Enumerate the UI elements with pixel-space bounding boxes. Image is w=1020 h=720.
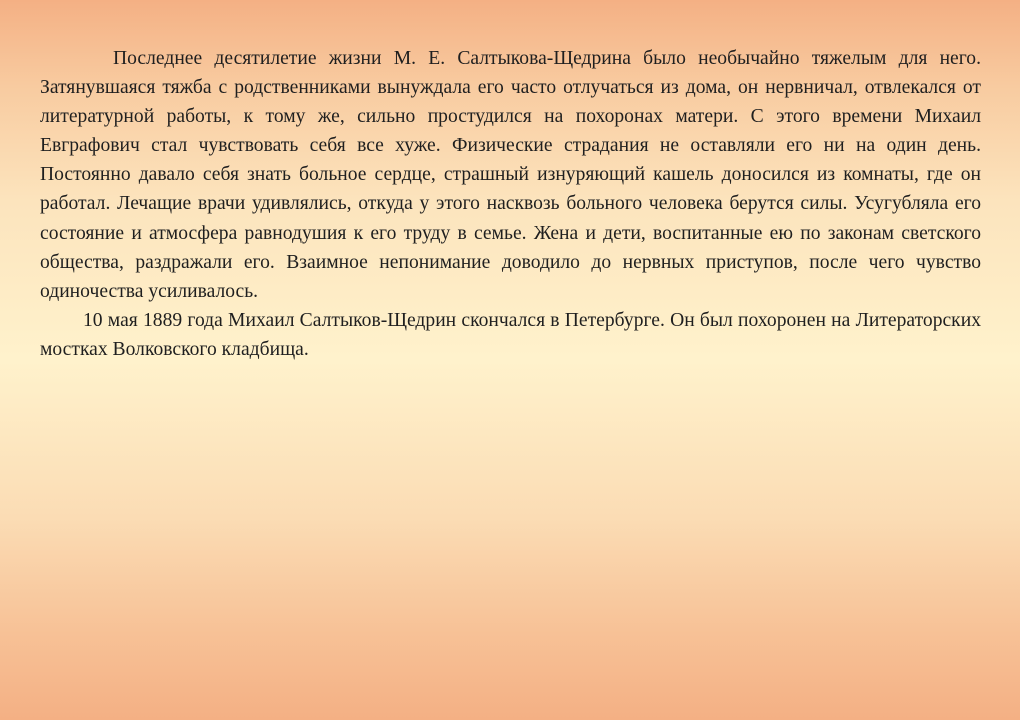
slide-text-box[interactable] bbox=[40, 44, 981, 364]
paragraph-death: 10 мая 1889 года Михаил Салтыков-Щедрин скончался в Петербурге. Он был похоронен на Литераторских мостках Волковского кладбища. bbox=[40, 309, 981, 360]
paragraph-last-decade: Последнее десятилетие жизни М. Е. Салтыкова-Щедрина было необычайно тяжелым для него. Затянувшаяся тяжба с родственниками вынуждала его часто отлучаться из дома, он нервничал, отвлекался от литературной работы, к тому же, сильно простудился на похоронах матери. С этого времени Михаил Евграфович стал чувствовать себя все хуже. Физические страдания не оставляли его ни на один день. Постоянно давало себя знать больное сердце, страшный изнуряющий кашель доносился из комнаты, где он работал. Лечащие врачи удивлялись, откуда у этого насквозь больного человека берутся силы. Усугубляла его состояние и атмосфера равнодушия к его труду в семье. Жена и дети, воспитанные ею по законам светского общества, раздражали его. Взаимное непонимание доводило до нервных приступов, после чего чувство одиночества усиливалось. bbox=[40, 48, 981, 302]
